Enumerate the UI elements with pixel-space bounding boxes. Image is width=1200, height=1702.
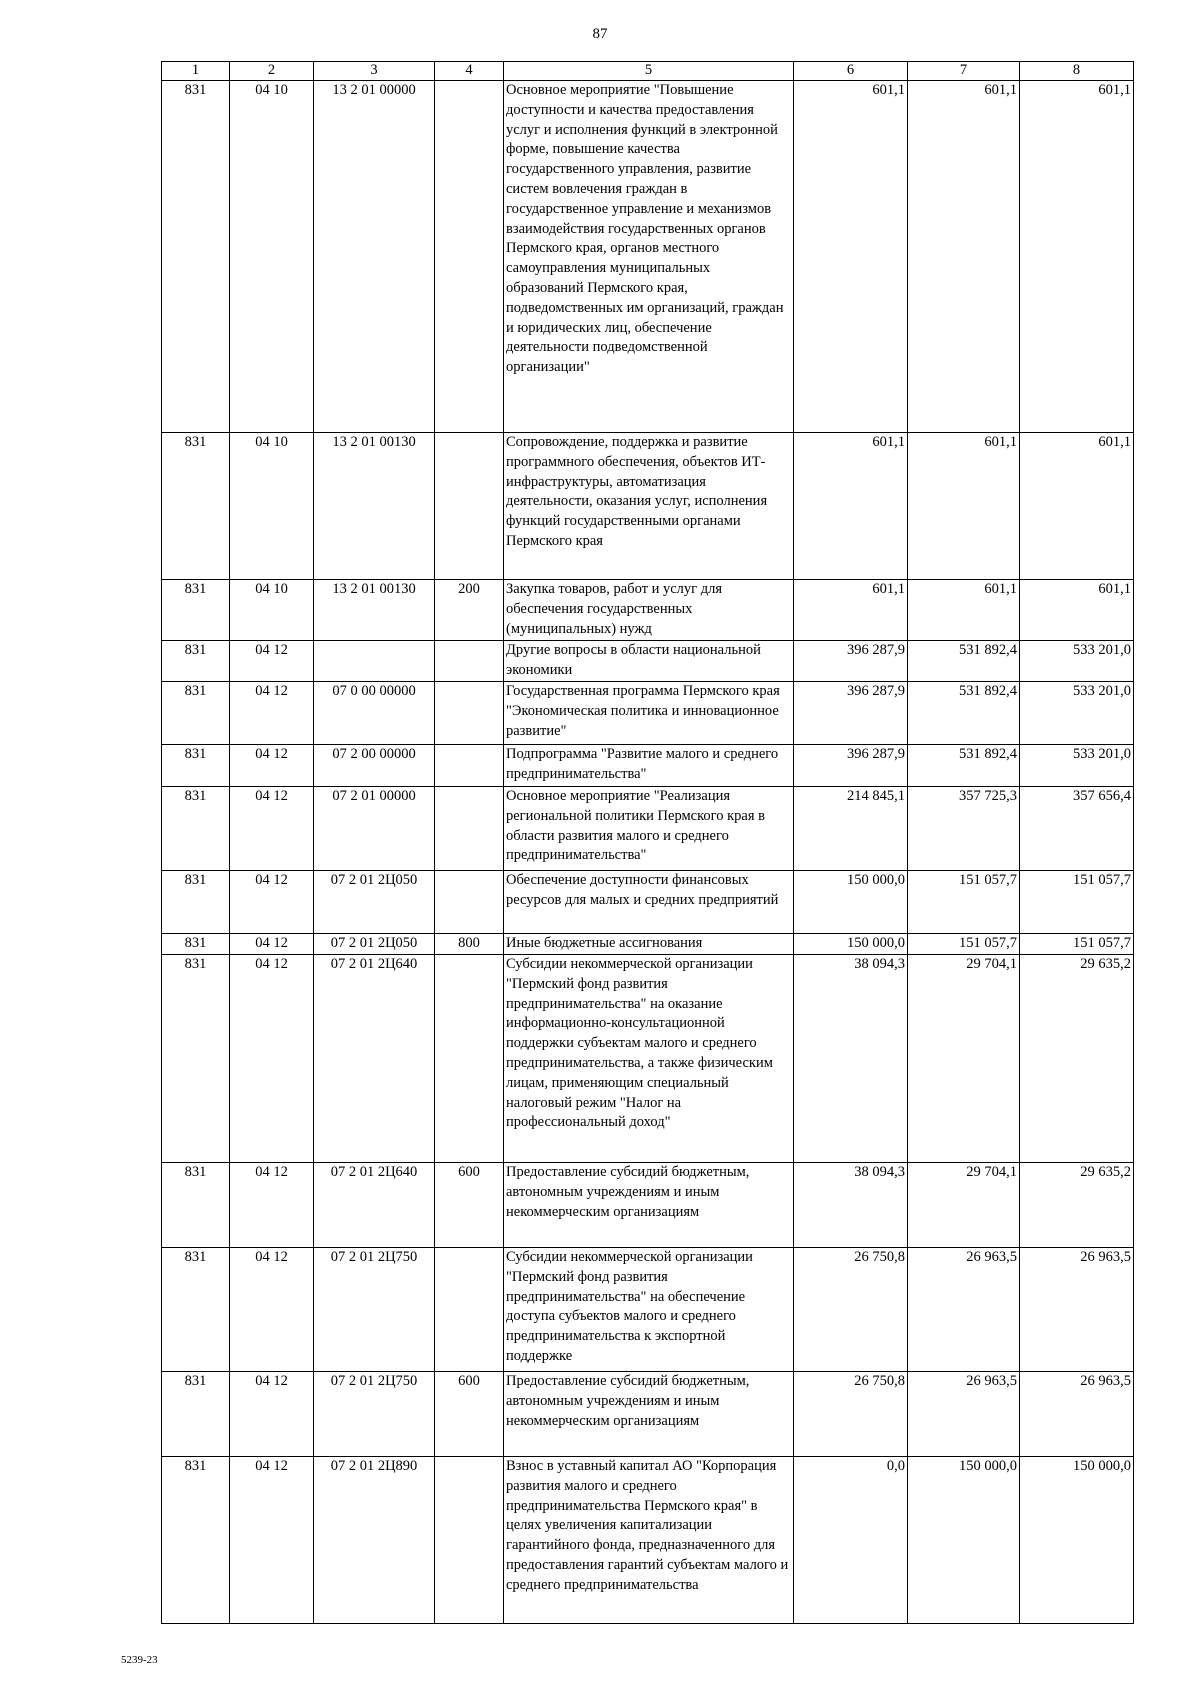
cell-admin-code: 831 xyxy=(162,1457,230,1624)
cell-section-code: 04 10 xyxy=(230,81,314,433)
cell-amount-year1: 150 000,0 xyxy=(794,934,908,955)
cell-target-article: 13 2 01 00000 xyxy=(314,81,435,433)
cell-expense-type xyxy=(435,787,504,871)
table-row xyxy=(162,871,1134,934)
cell-description: Предоставление субсидий бюджетным, автономным учреждениям и иным некоммерческим организациям xyxy=(504,1163,794,1248)
cell-target-article: 07 0 00 00000 xyxy=(314,682,435,745)
cell-amount-year3: 26 963,5 xyxy=(1020,1248,1134,1372)
cell-section-code: 04 12 xyxy=(230,682,314,745)
cell-target-article xyxy=(314,641,435,682)
column-header: 8 xyxy=(1020,62,1134,81)
cell-amount-year2: 150 000,0 xyxy=(908,1457,1020,1624)
cell-target-article: 07 2 01 00000 xyxy=(314,787,435,871)
cell-amount-year2: 601,1 xyxy=(908,81,1020,433)
cell-expense-type xyxy=(435,1457,504,1624)
cell-expense-type: 600 xyxy=(435,1163,504,1248)
cell-amount-year1: 26 750,8 xyxy=(794,1372,908,1457)
cell-amount-year3: 151 057,7 xyxy=(1020,934,1134,955)
cell-target-article: 07 2 01 2Ц050 xyxy=(314,934,435,955)
cell-section-code: 04 12 xyxy=(230,955,314,1163)
cell-admin-code: 831 xyxy=(162,871,230,934)
cell-amount-year1: 38 094,3 xyxy=(794,955,908,1163)
cell-expense-type xyxy=(435,745,504,787)
cell-amount-year3: 151 057,7 xyxy=(1020,871,1134,934)
cell-target-article: 13 2 01 00130 xyxy=(314,580,435,641)
column-header: 4 xyxy=(435,62,504,81)
cell-target-article: 07 2 01 2Ц640 xyxy=(314,955,435,1163)
table-row xyxy=(162,433,1134,580)
cell-description: Взнос в уставный капитал АО "Корпорация развития малого и среднего предпринимательства Пермского края" в целях увеличения капитализации гарантийного фонда, предназначенного для предоставления гарантий субъектам малого и среднего предпринимательства xyxy=(504,1457,794,1624)
cell-amount-year2: 26 963,5 xyxy=(908,1372,1020,1457)
cell-section-code: 04 12 xyxy=(230,871,314,934)
cell-section-code: 04 12 xyxy=(230,641,314,682)
cell-section-code: 04 10 xyxy=(230,433,314,580)
cell-amount-year1: 601,1 xyxy=(794,81,908,433)
cell-amount-year1: 601,1 xyxy=(794,580,908,641)
cell-target-article: 07 2 01 2Ц750 xyxy=(314,1248,435,1372)
cell-amount-year3: 357 656,4 xyxy=(1020,787,1134,871)
cell-amount-year2: 151 057,7 xyxy=(908,934,1020,955)
cell-target-article: 07 2 01 2Ц750 xyxy=(314,1372,435,1457)
cell-admin-code: 831 xyxy=(162,787,230,871)
cell-amount-year3: 601,1 xyxy=(1020,81,1134,433)
cell-expense-type: 600 xyxy=(435,1372,504,1457)
cell-amount-year2: 26 963,5 xyxy=(908,1248,1020,1372)
cell-admin-code: 831 xyxy=(162,934,230,955)
cell-description: Основное мероприятие "Повышение доступности и качества предоставления услуг и исполнения функций в электронной форме, повышение качества государственного управления, развитие систем вовлечения граждан в государственное управление и механизмов взаимодействия государственных органов Пермского края, органов местного самоуправления муниципальных образований Пермского края, подведомственных им организаций, граждан и юридических лиц, обеспечение деятельности подведомственной организации" xyxy=(504,81,794,433)
table-row xyxy=(162,682,1134,745)
cell-description: Закупка товаров, работ и услуг для обеспечения государственных (муниципальных) нужд xyxy=(504,580,794,641)
cell-description: Субсидии некоммерческой организации "Пермский фонд развития предпринимательства" на оказание информационно-консультационной поддержки субъектам малого и среднего предпринимательства, а также физическим лицам, применяющим специальный налоговый режим "Налог на профессиональный доход" xyxy=(504,955,794,1163)
cell-amount-year2: 29 704,1 xyxy=(908,955,1020,1163)
cell-description: Обеспечение доступности финансовых ресурсов для малых и средних предприятий xyxy=(504,871,794,934)
cell-amount-year3: 29 635,2 xyxy=(1020,955,1134,1163)
cell-amount-year3: 533 201,0 xyxy=(1020,745,1134,787)
cell-amount-year3: 29 635,2 xyxy=(1020,1163,1134,1248)
cell-target-article: 13 2 01 00130 xyxy=(314,433,435,580)
cell-expense-type xyxy=(435,641,504,682)
column-header: 2 xyxy=(230,62,314,81)
cell-target-article: 07 2 01 2Ц640 xyxy=(314,1163,435,1248)
cell-expense-type: 200 xyxy=(435,580,504,641)
table-row xyxy=(162,1163,1134,1248)
cell-amount-year1: 601,1 xyxy=(794,433,908,580)
cell-amount-year1: 0,0 xyxy=(794,1457,908,1624)
cell-expense-type: 800 xyxy=(435,934,504,955)
cell-target-article: 07 2 01 2Ц890 xyxy=(314,1457,435,1624)
cell-admin-code: 831 xyxy=(162,745,230,787)
cell-admin-code: 831 xyxy=(162,955,230,1163)
table-row xyxy=(162,955,1134,1163)
page-number: 87 xyxy=(592,26,608,42)
cell-description: Иные бюджетные ассигнования xyxy=(504,934,794,955)
cell-amount-year3: 533 201,0 xyxy=(1020,641,1134,682)
cell-section-code: 04 12 xyxy=(230,787,314,871)
cell-description: Субсидии некоммерческой организации "Пермский фонд развития предпринимательства" на обеспечение доступа субъектов малого и среднего предпринимательства к экспортной поддержке xyxy=(504,1248,794,1372)
cell-amount-year1: 214 845,1 xyxy=(794,787,908,871)
cell-admin-code: 831 xyxy=(162,1248,230,1372)
cell-target-article: 07 2 01 2Ц050 xyxy=(314,871,435,934)
cell-expense-type xyxy=(435,955,504,1163)
cell-expense-type xyxy=(435,81,504,433)
cell-admin-code: 831 xyxy=(162,1163,230,1248)
table-row xyxy=(162,81,1134,433)
table-row xyxy=(162,1457,1134,1624)
cell-amount-year3: 533 201,0 xyxy=(1020,682,1134,745)
cell-admin-code: 831 xyxy=(162,1372,230,1457)
cell-admin-code: 831 xyxy=(162,641,230,682)
column-header: 3 xyxy=(314,62,435,81)
column-header: 1 xyxy=(162,62,230,81)
cell-description: Основное мероприятие "Реализация региональной политики Пермского края в области развития малого и среднего предпринимательства" xyxy=(504,787,794,871)
cell-amount-year1: 38 094,3 xyxy=(794,1163,908,1248)
cell-expense-type xyxy=(435,433,504,580)
cell-amount-year2: 531 892,4 xyxy=(908,745,1020,787)
cell-section-code: 04 12 xyxy=(230,1163,314,1248)
cell-amount-year2: 601,1 xyxy=(908,580,1020,641)
cell-description: Подпрограмма "Развитие малого и среднего предпринимательства" xyxy=(504,745,794,787)
document-code: 5239-23 xyxy=(121,1654,158,1666)
cell-amount-year1: 150 000,0 xyxy=(794,871,908,934)
cell-admin-code: 831 xyxy=(162,433,230,580)
table-row xyxy=(162,1248,1134,1372)
cell-amount-year3: 26 963,5 xyxy=(1020,1372,1134,1457)
cell-description: Другие вопросы в области национальной экономики xyxy=(504,641,794,682)
cell-amount-year1: 396 287,9 xyxy=(794,641,908,682)
cell-expense-type xyxy=(435,1248,504,1372)
table-row xyxy=(162,641,1134,682)
header-row xyxy=(162,62,1134,81)
cell-expense-type xyxy=(435,682,504,745)
cell-admin-code: 831 xyxy=(162,81,230,433)
cell-admin-code: 831 xyxy=(162,682,230,745)
cell-amount-year3: 150 000,0 xyxy=(1020,1457,1134,1624)
cell-amount-year1: 26 750,8 xyxy=(794,1248,908,1372)
table-row xyxy=(162,787,1134,871)
cell-amount-year1: 396 287,9 xyxy=(794,745,908,787)
column-header: 6 xyxy=(794,62,908,81)
budget-table xyxy=(161,61,1134,1624)
cell-admin-code: 831 xyxy=(162,580,230,641)
cell-description: Государственная программа Пермского края "Экономическая политика и инновационное развитие" xyxy=(504,682,794,745)
cell-section-code: 04 12 xyxy=(230,1248,314,1372)
cell-section-code: 04 12 xyxy=(230,1457,314,1624)
cell-target-article: 07 2 00 00000 xyxy=(314,745,435,787)
column-header: 7 xyxy=(908,62,1020,81)
table-row xyxy=(162,580,1134,641)
table-row xyxy=(162,745,1134,787)
cell-section-code: 04 12 xyxy=(230,745,314,787)
cell-section-code: 04 12 xyxy=(230,1372,314,1457)
cell-amount-year2: 357 725,3 xyxy=(908,787,1020,871)
cell-amount-year3: 601,1 xyxy=(1020,580,1134,641)
cell-amount-year2: 151 057,7 xyxy=(908,871,1020,934)
column-header: 5 xyxy=(504,62,794,81)
cell-amount-year1: 396 287,9 xyxy=(794,682,908,745)
table-row xyxy=(162,1372,1134,1457)
table-row xyxy=(162,934,1134,955)
cell-description: Сопровождение, поддержка и развитие программного обеспечения, объектов ИТ-инфраструктуры, автоматизация деятельности, оказания услуг, исполнения функций государственными органами Пермского края xyxy=(504,433,794,580)
cell-amount-year2: 601,1 xyxy=(908,433,1020,580)
cell-section-code: 04 10 xyxy=(230,580,314,641)
cell-expense-type xyxy=(435,871,504,934)
cell-section-code: 04 12 xyxy=(230,934,314,955)
cell-amount-year2: 29 704,1 xyxy=(908,1163,1020,1248)
cell-amount-year2: 531 892,4 xyxy=(908,641,1020,682)
cell-description: Предоставление субсидий бюджетным, автономным учреждениям и иным некоммерческим организациям xyxy=(504,1372,794,1457)
cell-amount-year2: 531 892,4 xyxy=(908,682,1020,745)
cell-amount-year3: 601,1 xyxy=(1020,433,1134,580)
